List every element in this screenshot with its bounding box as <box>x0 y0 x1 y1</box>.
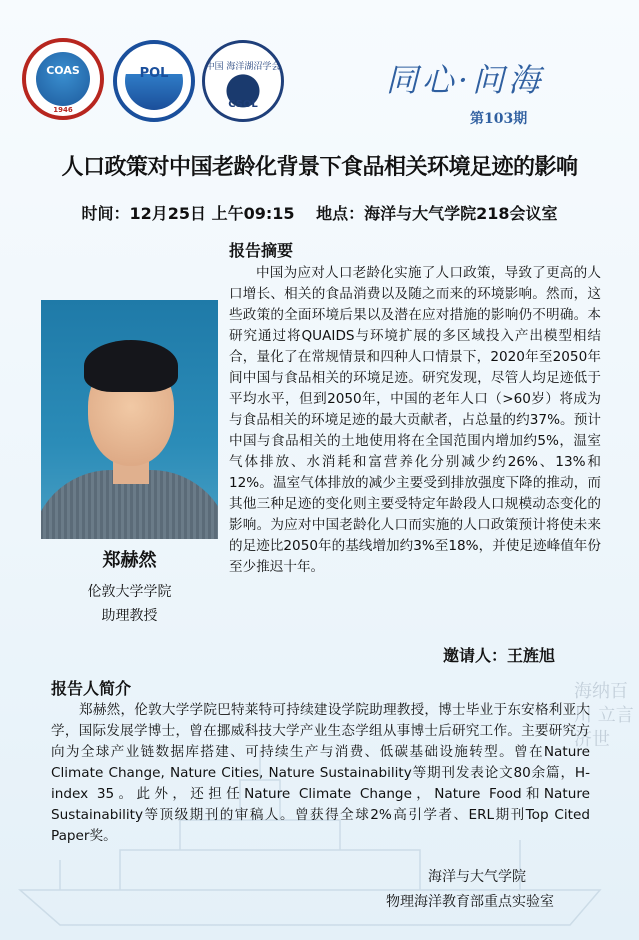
bio-heading: 报告人简介 <box>51 679 132 698</box>
speaker-affiliation: 伦敦大学学院 <box>87 584 172 600</box>
csol-logo-chinese: 中国 海洋湖沼学会 <box>205 62 281 72</box>
talk-title: 人口政策对中国老龄化背景下食品相关环境足迹的影响 <box>61 155 578 180</box>
coas-logo-text: COAS <box>46 64 80 77</box>
motto-watermark: 海纳百川 立言济世 <box>574 681 634 750</box>
issue-number: 第103期 <box>470 111 528 127</box>
series-title: 同心·问海 <box>385 61 545 99</box>
coas-logo-year: 1946 <box>53 106 73 114</box>
abstract-heading: 报告摘要 <box>229 241 294 260</box>
footer-lab: 物理海洋教育部重点实验室 <box>386 894 554 910</box>
footer-school: 海洋与大气学院 <box>428 869 526 885</box>
speaker-role: 助理教授 <box>101 608 158 624</box>
coas-logo <box>22 38 104 120</box>
time-and-location: 时间：12月25日 上午09:15 地点：海洋与大气学院218会议室 <box>81 204 558 223</box>
pol-logo <box>113 40 195 122</box>
speaker-photo <box>41 300 218 539</box>
speaker-name: 郑赫然 <box>102 550 157 571</box>
pol-logo-text: POL <box>139 66 169 81</box>
csol-logo-text: CSOL <box>228 99 258 110</box>
csol-logo <box>202 40 284 122</box>
bio-body: 郑赫然，伦敦大学学院巴特莱特可持续建设学院助理教授，博士毕业于东安格利亚大学，国际发展学博士，曾在挪威科技大学产业生态学组从事博士后研究工作。主要研究方向为全球产业链数据库搭建、可持续生产与消费、低碳基础设施转型。曾在Nature Climate Change, Nature Cities, Nature Sustainability等期刊发表论文80余篇，H-index 35。此外，还担任Nature Climate Change，Nature Food和Nature Sustainability等顶级期刊的审稿人。曾获得全球2%高引学者、ERL期刊Top Cited Paper奖。 <box>51 702 590 844</box>
abstract-body: 中国为应对人口老龄化实施了人口政策，导致了更高的人口增长、相关的食品消费以及随之而来的环境影响。然而，这些政策的全面环境后果以及潜在应对措施的影响仍不明确。本研究通过将QUAIDS与环境扩展的多区域投入产出模型相结合，量化了在常规情景和四种人口情景下，2020年至2050年间中国与食品相关的环境足迹。研究发现，尽管人均足迹低于平均水平，但到2050年，中国的老年人口（>60岁）将成为与食品相关的环境足迹的最大贡献者，占总量的约37%。预计中国与食品相关的土地使用将在全国范围内增加约5%，温室气体排放、水消耗和富营养化分别减少约26%、13%和12%。温室气体排放的减少主要受到排放强度下降的推动，而其他三种足迹的变化则主要受特定年龄段人口规模动态变化的影响。为应对中国老龄化人口而实施的人口政策预计将使未来的足迹比2050年的基线增加约3%至18%，并使足迹峰值年份至少推迟十年。 <box>229 265 601 575</box>
inviter: 邀请人：王旌旭 <box>443 646 556 665</box>
